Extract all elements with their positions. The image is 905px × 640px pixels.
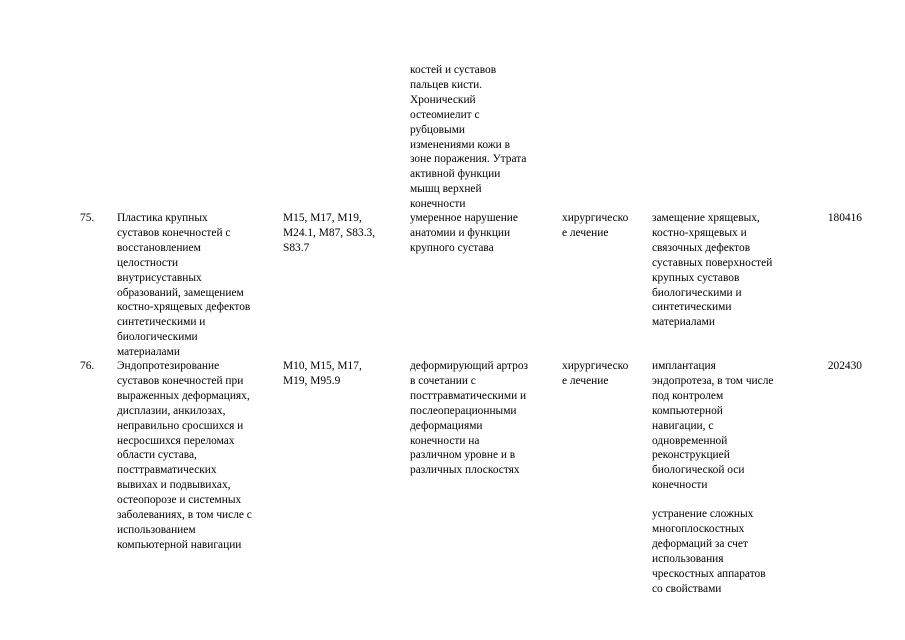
procedure-name: Пластика крупных суставов конечностей с восстановлением целостности внутрисуставных образований, замещением костно-хрящевых дефектов синтетическими и биологическими материалами — [117, 212, 251, 359]
condition-description: деформирующий артроз в сочетании с посттравматическими и послеоперационными деформациями конечности на различном уровне и в различных плоскостях — [410, 360, 529, 477]
cost-value: 180416 — [827, 212, 862, 224]
icd-codes: M15, M17, M19, M24.1, M87, S83.3, S83.7 — [283, 212, 376, 254]
cost-value: 202430 — [827, 360, 862, 372]
icd-codes: M10, M15, M17, M19, M95.9 — [283, 360, 362, 387]
condition-description: умеренное нарушение анатомии и функции крупного сустава — [410, 212, 518, 254]
treatment-method: имплантация эндопротеза, в том числе под контролем компьютерной навигации, с одновременной реконструкцией биологической оси конечности — [652, 360, 774, 492]
row-number: 76. — [80, 360, 95, 372]
treatment-method: замещение хрящевых, костно-хрящевых и связочных дефектов суставных поверхностей крупных суставов биологическими и синтетическими материалами — [652, 212, 773, 329]
treatment-type: хирургическо е лечение — [562, 212, 629, 239]
procedure-name: Эндопротезирование суставов конечностей при выраженных деформациях, дисплазии, анкилозах, неправильно сросшихся и несросшихся переломах области сустава, посттравматических вывихах и подвывихах, остеопорозе и системных заболеваниях, в том числе с использованием компьютерной навигации — [117, 360, 252, 551]
row-number: 75. — [80, 212, 95, 224]
treatment-type: хирургическо е лечение — [562, 360, 629, 387]
treatment-method: устранение сложных многоплоскостных деформаций за счет использования чрескостных аппаратов со свойствами — [652, 508, 766, 595]
continued-condition-text: костей и суставов пальцев кисти. Хронический остеомиелит с рубцовыми изменениями кожи в зоне поражения. Утрата активной функции мышц верхней конечности — [410, 64, 527, 211]
